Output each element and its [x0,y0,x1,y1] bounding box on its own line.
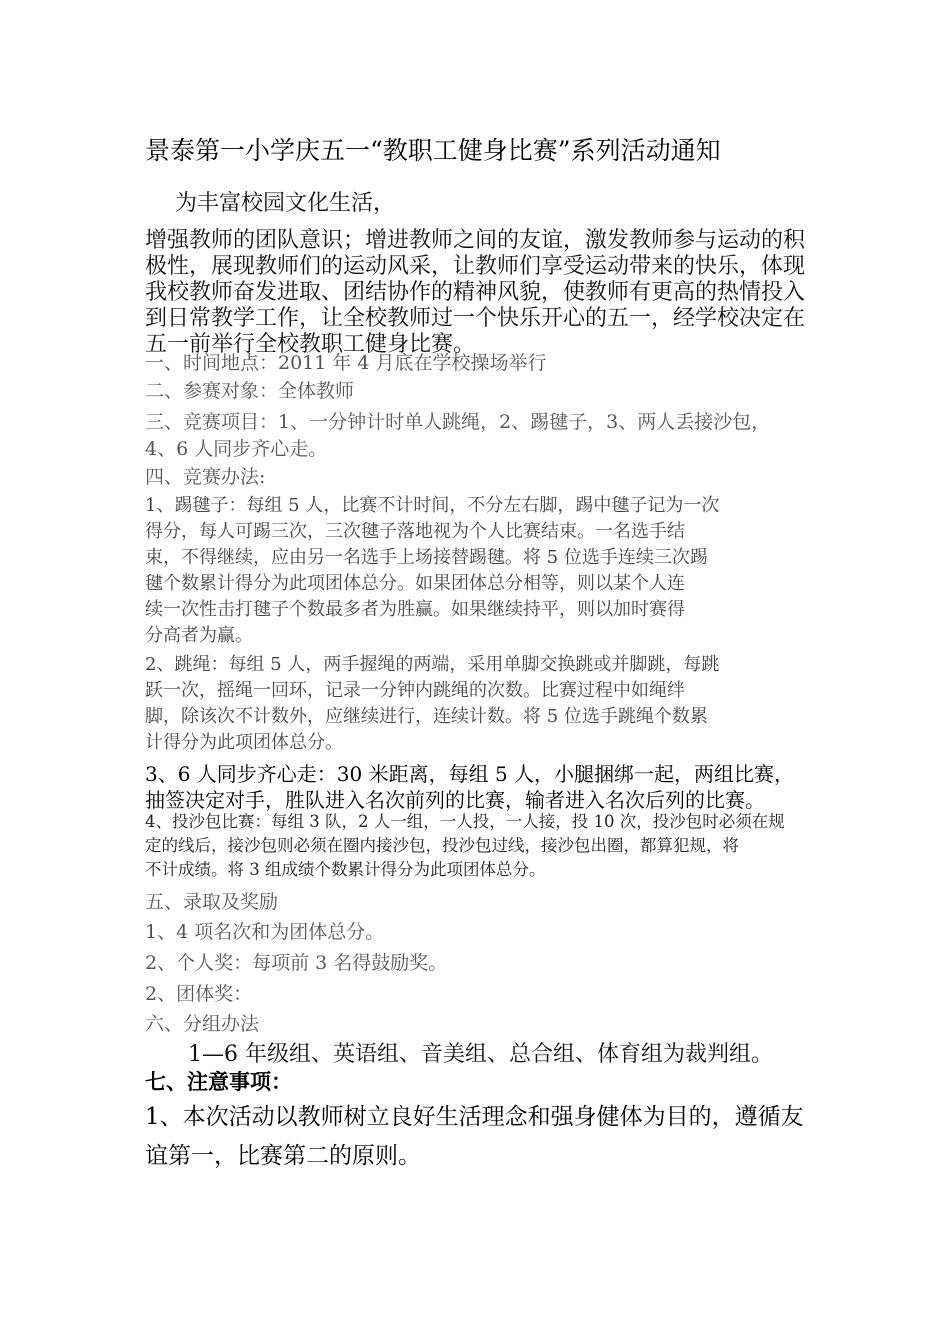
method-shuttlecock: 分高者为赢。 [145,625,253,646]
method-sandbag: 不计成绩。将 3 组成绩个数累计得分为此项团体总分。 [145,860,546,879]
award-item: 2、个人奖：每项前 3 名得鼓励奖。 [145,952,448,974]
method-shuttlecock: 得分，每人可踢三次，三次毽子落地视为个人比赛结束。一名选手结 [145,521,685,542]
section-notes: 七、注意事项： [145,1069,292,1094]
award-item: 2、团体奖： [145,983,253,1005]
section-time-place: 一、时间地点：2011 年 4 月底在学校操场举行 [145,352,547,374]
method-shuttlecock: 毽个数累计得分为此项团体总分。如果团体总分相等，则以某个人连 [145,573,685,594]
intro-line: 到日常教学工作，让全校教师过一个快乐开心的五一，经学校决定在 [145,306,806,331]
method-shuttlecock: 续一次性击打毽子个数最多者为胜赢。如果继续持平，则以加时赛得 [145,599,685,620]
section-groups: 六、分组办法 [145,1013,260,1035]
award-item: 1、4 项名次和为团体总分。 [145,921,385,943]
method-rope: 2、跳绳：每组 5 人，两手握绳的两端，采用单脚交换跳或并脚跳，每跳 [145,654,720,675]
intro-line: 极性，展现教师们的运动风采，让教师们享受运动带来的快乐，体现 [145,254,806,279]
document-title: 景泰第一小学庆五一“教职工健身比赛”系列活动通知 [145,136,721,165]
groups-text: 1—6 年级组、英语组、音美组、总合组、体育组为裁判组。 [188,1042,773,1067]
section-methods: 四、竞赛办法: [145,466,266,488]
method-rope: 脚，除该次不计数外，应继续进行，连续计数。将 5 位选手跳绳个数累 [145,706,708,727]
method-rope: 跃一次，摇绳一回环，记录一分钟内跳绳的次数。比赛过程中如绳绊 [145,680,685,701]
note-item: 1、本次活动以教师树立良好生活理念和强身健体为目的，遵循友 [145,1104,804,1130]
intro-line: 五一前举行全校教职工健身比赛。 [145,332,476,357]
section-awards: 五、录取及奖励 [145,891,279,913]
intro-line: 我校教师奋发进取、团结协作的精神风貌，使教师有更高的热情投入 [145,280,806,305]
note-item: 谊第一，比赛第二的原则。 [145,1143,421,1169]
method-sandbag: 4、投沙包比赛：每组 3 队，2 人一组，一人投，一人接，投 10 次，投沙包时必须在规 [145,812,785,831]
section-participants: 二、参赛对象：全体教师 [145,380,355,402]
section-events: 三、竞赛项目：1、一分钟计时单人跳绳，2、踢毽子，3、两人丢接沙包， [145,411,771,433]
method-rope: 计得分为此项团体总分。 [145,732,343,753]
section-events-cont: 4、6 人同步齐心走。 [145,438,328,460]
method-walk: 3、6 人同步齐心走：30 米距离，每组 5 人，小腿捆绑一起，两组比赛， [145,762,795,786]
method-shuttlecock: 1、踢毽子：每组 5 人，比赛不计时间，不分左右脚，踢中毽子记为一次 [145,495,720,516]
method-shuttlecock: 束，不得继续，应由另一名选手上场接替踢毽。将 5 位选手连续三次踢 [145,547,708,568]
method-sandbag: 定的线后，接沙包则必须在圈内接沙包，投沙包过线，接沙包出圈，都算犯规，将 [145,836,739,855]
intro-first-line: 为丰富校园文化生活， [175,191,396,216]
method-walk: 抽签决定对手，胜队进入名次前列的比赛，输者进入名次后列的比赛。 [145,788,765,812]
intro-line: 增强教师的团队意识；增进教师之间的友谊，激发教师参与运动的积 [145,228,806,253]
